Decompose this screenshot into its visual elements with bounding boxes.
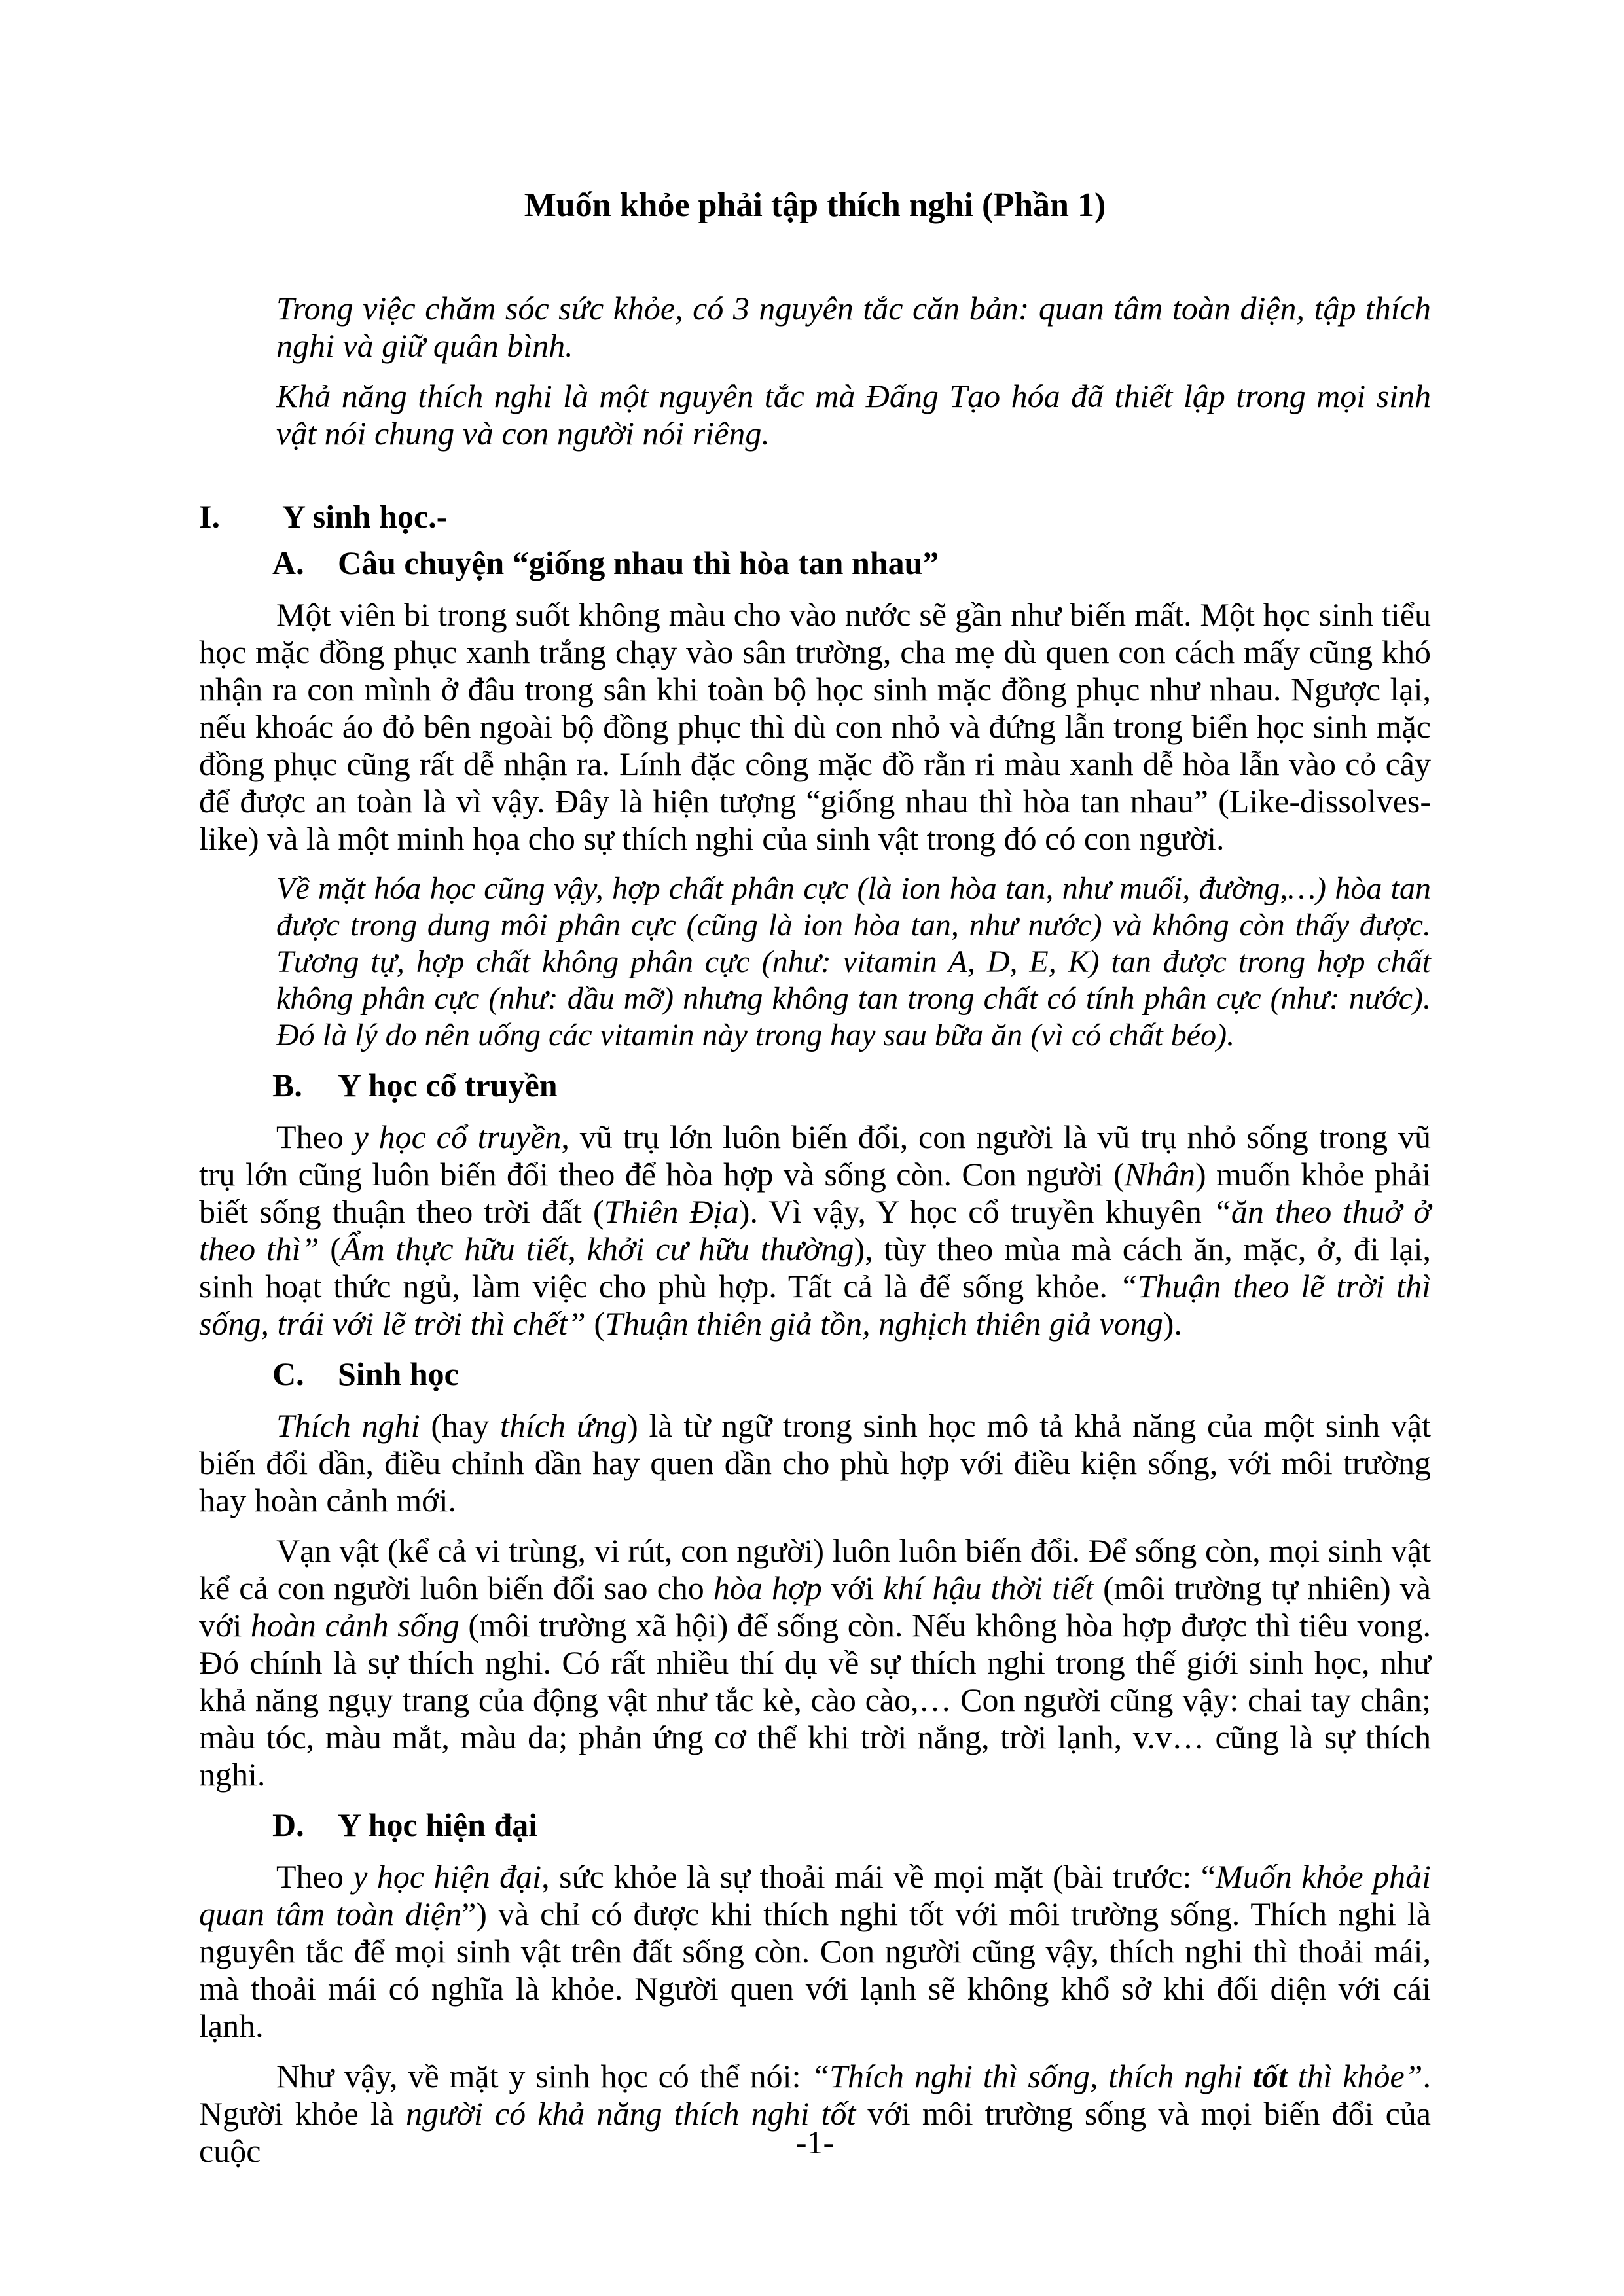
- text-run: thích ứng: [500, 1407, 628, 1444]
- heading-text: [338, 1806, 537, 1843]
- text-run: y học hiện đại: [353, 1858, 542, 1895]
- document-content: [199, 187, 1431, 2183]
- text-run: ).: [1163, 1305, 1182, 1342]
- heading-number: I.: [199, 498, 220, 535]
- heading-text: [282, 498, 447, 535]
- quote-paragraph: [276, 870, 1431, 1054]
- page-number: -1-: [795, 2124, 835, 2161]
- text-run: (: [585, 1305, 605, 1342]
- text-run: ). Vì vậy, Y học cổ truyền khuyên: [738, 1193, 1214, 1230]
- body-paragraph: [199, 1532, 1431, 1793]
- text-run: thì khỏe”: [1287, 2058, 1423, 2094]
- text-run: “Thuận theo lẽ trời thì sống, trái với lẽ trời thì chết”: [199, 1268, 1431, 1342]
- text-run: Y sinh học.-: [282, 498, 448, 535]
- text-run: Ẩm thực hữu tiết, khởi cư hữu thường: [340, 1230, 854, 1267]
- heading-number: D.: [272, 1806, 304, 1843]
- body-paragraph: [199, 1407, 1431, 1519]
- text-run: tốt: [1252, 2058, 1288, 2094]
- text-run: Thiên Địa: [604, 1193, 739, 1230]
- text-run: ) muốn khỏe phải biết sống thuận theo trời đất (: [199, 1156, 1431, 1230]
- subsection-heading: [272, 1067, 1431, 1104]
- text-run: Thuận thiên giả tồn, nghịch thiên giả vong: [605, 1305, 1163, 1342]
- text-run: Theo: [276, 1858, 353, 1895]
- body-paragraph: [199, 1858, 1431, 2045]
- text-run: “Thích nghi thì sống, thích nghi: [811, 2058, 1253, 2094]
- text-run: y học cổ truyền: [353, 1119, 562, 1155]
- text-run: ”) và chỉ có được khi thích nghi tốt với môi trường sống. Thích nghi là nguyên tắc để mọi sinh vật trên đất sống còn. Con người cũng vậy, thích nghi thì thoải mái, mà thoải mái có nghĩa là khỏe. Người quen với lạnh sẽ không khổ sở khi đối diện với cái lạnh.: [199, 1895, 1431, 2044]
- text-run: hoàn cảnh sống: [250, 1607, 460, 1643]
- text-run: Trong việc chăm sóc sức khỏe, có 3 nguyên tắc căn bản: quan tâm toàn diện, tập thích nghi và giữ quân bình.: [276, 290, 1431, 364]
- heading-text: [338, 1067, 558, 1103]
- text-run: (: [319, 1230, 341, 1267]
- text-run: Muốn khỏe phải quan tâm toàn diện: [199, 1858, 1431, 1932]
- text-run: (môi trường xã hội) để sống còn. Nếu không hòa hợp được thì tiêu vong. Đó chính là sự thích nghi. Có rất nhiều thí dụ về sự thích nghi trong thế giới sinh học, như khả năng ngụy trang của động vật như tắc kè, cào cào,… Con người cũng vậy: chai tay chân; màu tóc, màu mắt, màu da; phản ứng cơ thể khi trời nắng, trời lạnh, v.v… cũng là sự thích nghi.: [199, 1607, 1431, 1793]
- body-paragraph: [199, 1119, 1431, 1342]
- text-run: . Người khỏe là: [199, 2058, 1431, 2132]
- text-run: , sức khỏe là sự thoải mái về mọi mặt (bài trước: “: [541, 1858, 1216, 1895]
- text-run: Theo: [276, 1119, 354, 1155]
- document-title: Muốn khỏe phải tập thích nghi (Phần 1): [524, 187, 1106, 224]
- intro-paragraph: [276, 290, 1431, 365]
- text-run: với: [821, 1570, 884, 1606]
- text-run: Y học hiện đại: [338, 1806, 538, 1843]
- text-run: (hay: [420, 1407, 501, 1444]
- subsection-heading: [272, 1806, 1431, 1844]
- heading-text: [338, 545, 939, 581]
- text-run: ) là từ ngữ trong sinh học mô tả khả năng của một sinh vật biến đổi dần, điều chỉnh dần hay quen dần cho phù hợp với điều kiện sống, với môi trường hay hoàn cảnh mới.: [199, 1407, 1432, 1518]
- text-run: ), tùy theo mùa mà cách ăn, mặc, ở, đi lại, sinh hoạt thức ngủ, làm việc cho phù hợp. Tất cả là để sống khỏe.: [199, 1230, 1431, 1304]
- heading-number: A.: [272, 545, 304, 581]
- text-run: hòa hợp: [713, 1570, 822, 1606]
- heading-number: C.: [272, 1355, 304, 1392]
- text-run: (môi trường tự nhiên) và với: [199, 1570, 1431, 1643]
- text-run: Câu chuyện “giống nhau thì hòa tan nhau”: [338, 545, 939, 581]
- body-paragraph: [199, 596, 1431, 857]
- subsection-heading: [272, 545, 1431, 582]
- text-run: “ăn theo thuở ở theo thì”: [199, 1193, 1431, 1267]
- heading-number: B.: [272, 1067, 302, 1103]
- text-run: , vũ trụ lớn luôn biến đổi, con người là vũ trụ nhỏ sống trong vũ trụ lớn cũng luôn biến đổi theo để hòa hợp và sống còn. Con người (: [199, 1119, 1432, 1193]
- text-run: Sinh học: [338, 1355, 459, 1392]
- text-run: Y học cổ truyền: [338, 1067, 558, 1103]
- document-blocks: [199, 290, 1431, 2170]
- text-run: Về mặt hóa học cũng vậy, hợp chất phân cực (là ion hòa tan, như muối, đường,…) hòa tan được trong dung môi phân cực (cũng là ion hòa tan, như nước) và không còn thấy được. Tương tự, hợp chất không phân cực (như: vitamin A, D, E, K) tan được trong hợp chất không phân cực (như: dầu mỡ) nhưng không tan trong chất có tính phân cực (như: nước). Đó là lý do nên uống các vitamin này trong hay sau bữa ăn (vì có chất béo).: [276, 871, 1431, 1052]
- section-heading: [199, 498, 1431, 535]
- text-run: Nhân: [1124, 1156, 1195, 1193]
- heading-text: [338, 1355, 459, 1392]
- intro-paragraph: [276, 378, 1431, 452]
- text-run: khí hậu thời tiết: [883, 1570, 1094, 1606]
- text-run: người có khả năng thích nghi tốt: [406, 2095, 856, 2132]
- text-run: Một viên bi trong suốt không màu cho vào nước sẽ gần như biến mất. Một học sinh tiểu học mặc đồng phục xanh trắng chạy vào sân trường, cha mẹ dù quen con cách mấy cũng khó nhận ra con mình ở đâu trong sân khi toàn bộ học sinh mặc đồng phục như nhau. Ngược lại, nếu khoác áo đỏ bên ngoài bộ đồng phục thì dù con nhỏ và đứng lẫn trong biển học sinh mặc đồng phục cũng rất dễ nhận ra. Lính đặc công mặc đồ rằn ri màu xanh dễ hòa lẫn vào cỏ cây để được an toàn là vì vậy. Đây là hiện tượng “giống nhau thì hòa tan nhau” (Like-dissolves-like) và là một minh họa cho sự thích nghi của sinh vật trong đó có con người.: [199, 596, 1431, 857]
- text-run: Thích nghi: [276, 1407, 420, 1444]
- subsection-heading: [272, 1355, 1431, 1393]
- text-run: Như vậy, về mặt y sinh học có thể nói:: [276, 2058, 812, 2094]
- text-run: với môi trường sống và mọi biến đổi của cuộc: [199, 2095, 1431, 2169]
- text-run: Khả năng thích nghi là một nguyên tắc mà Đấng Tạo hóa đã thiết lập trong mọi sinh vật nói chung và con người nói riêng.: [276, 378, 1431, 452]
- text-run: Vạn vật (kể cả vi trùng, vi rút, con người) luôn luôn biến đổi. Để sống còn, mọi sinh vật kể cả con người luôn biến đổi sao cho: [199, 1532, 1431, 1606]
